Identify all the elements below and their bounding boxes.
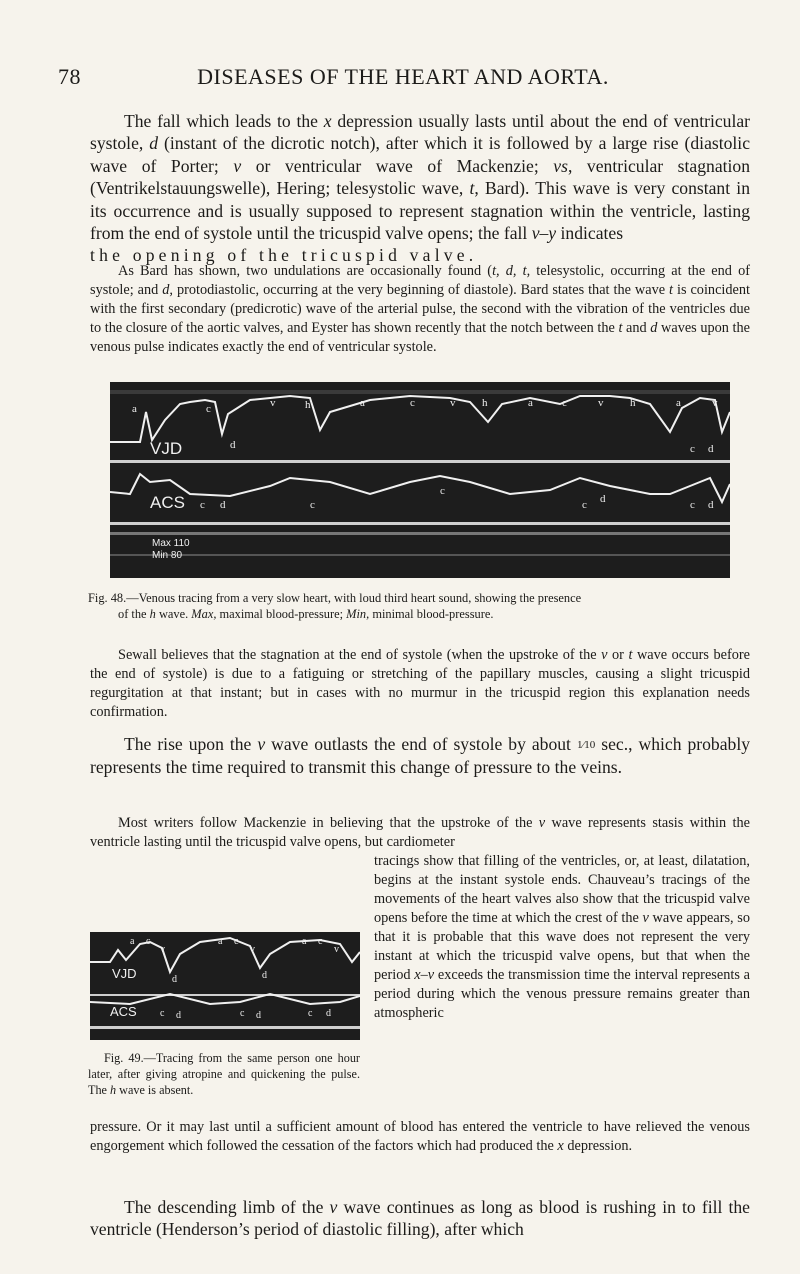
fig48-label-a2: a [360, 397, 365, 409]
paragraph-5-wrapped-column: tracings show that filling of the ventricles, or, at least, dilatation, begins at the instant systole ends. Chauveau’s tracings of the movements of the heart valves also show that the tricuspid valve opens before the time at which the crest of the v wave appears, so that it is probable that this wave does not represent the very instant at which the tricuspid valve opens, but that when the period x–v exceeds the transmission time the interval represents a period during which the venous pressure remains greater than atmospheric [374, 853, 750, 1021]
fig48-label-c3: c [562, 397, 567, 409]
fig49-label-d: d [172, 974, 177, 985]
paragraph-4: The rise upon the v wave outlasts the end of systole by about 1⁄10 sec., which probably represents the time required to transmit this change of pressure to the veins. [90, 734, 751, 778]
fig48-label-a: a [132, 403, 137, 415]
fig48-label-c: c [206, 403, 211, 415]
paragraph-2: As Bard has shown, two undulations are occasionally found (t, d, t, telesystolic, occurring at the end of systole; and d, protodiastolic, occurring at the very beginning of diastole). Bard states that the wave t is coincident with the first secondary (predicrotic) wave of the arterial pulse, the second with the vibration of the ventricles due to the closure of the aortic valves, and Eyster has shown recently that the notch between the t and d waves upon the venous pulse indicates exactly the end of ventricular systole. [90, 263, 751, 355]
fig49-label-v: v [160, 944, 165, 955]
fig48-acs-c2: c [310, 499, 315, 511]
fig48-label-h2: h [482, 397, 488, 409]
fig49-acs-d: d [176, 1010, 181, 1021]
fig49-label-v2: v [250, 944, 255, 955]
fig48-label-c2: c [410, 397, 415, 409]
fig49-label-a2: a [218, 936, 223, 947]
fig48-label-v2: v [450, 397, 456, 409]
fig48-label-d: d [230, 439, 236, 451]
fig49-label-c3: c [318, 936, 323, 947]
paragraph-1: The fall which leads to the x depression usually lasts until about the end of ventricular systole, d (instant of the dicrotic notch), after which it is followed by a large rise (diastolic wave of Porter; v or ventricular wave of Mackenzie; vs, ventricular stagnation (Ventrikelstauungswelle), Hering; telesystolic wave, t, Bard). This wave is very constant in its occurrence and is usually supposed to represent stagnation within the ventricle, lasting from the end of systole until the tricuspid valve opens; the fall v–y indicates the opening of the tricuspid valve. [90, 111, 751, 266]
fig49-vjd-label: VJD [112, 966, 137, 981]
fig48-label-v4: v [712, 397, 718, 409]
fig49-acs-c2: c [240, 1008, 245, 1019]
running-title: DISEASES OF THE HEART AND AORTA. [197, 64, 609, 89]
paragraph-6: The descending limb of the v wave continues as long as blood is rushing in to fill the ventricle (Henderson’s period of diastolic filling), after which [90, 1197, 750, 1240]
fig48-acs-c5: c [690, 499, 695, 511]
fig48-label-d2: d [708, 443, 714, 455]
figure-48-tracing [110, 382, 730, 578]
fig49-label-v3: v [334, 944, 339, 955]
fig48-acs-label: ACS [150, 493, 185, 512]
fig48-acs-d4: d [708, 499, 714, 511]
fig48-label-h: h [305, 399, 311, 411]
figure-49-caption: Fig. 49.—Tracing from the same person one hour later, after giving atropine and quickening the pulse. The h wave is absent. [88, 1051, 360, 1097]
fig49-label-a3: a [302, 936, 307, 947]
paragraph-5-full-width: Most writers follow Mackenzie in believing that the upstroke of the v wave represents stasis within the ventricle lasting until the tricuspid valve opens, but cardiometer [90, 815, 750, 850]
fig48-acs-d: d [220, 499, 226, 511]
fig48-label-v: v [270, 397, 276, 409]
fig48-vjd-label: VJD [150, 439, 183, 458]
fig48-label-a4: a [676, 397, 681, 409]
fig48-acs-c3: c [440, 485, 445, 497]
paragraph-5-tail: pressure. Or it may last until a sufficient amount of blood has entered the ventricle to have relieved the venous engorgement which followed the cessation of the factors which had produced the x depression. [90, 1119, 750, 1154]
fig48-label-a3: a [528, 397, 533, 409]
fig49-acs-d3: d [326, 1008, 331, 1019]
fig48-max-label: Max 110 [152, 538, 190, 549]
fig48-acs-c4: c [582, 499, 587, 511]
fig48-label-c4: c [690, 443, 695, 455]
fig48-min-label: Min 80 [152, 550, 183, 561]
fig48-acs-d3: d [600, 493, 606, 505]
figure-49-tracing [90, 932, 360, 1040]
fig49-acs-c3: c [308, 1008, 313, 1019]
fig48-label-h3: h [630, 397, 636, 409]
fig49-label-d2: d [262, 970, 267, 981]
fig49-acs-d2: d [256, 1010, 261, 1021]
page-header [58, 64, 748, 94]
fig49-label-c2: c [234, 936, 239, 947]
fig49-acs-label: ACS [110, 1004, 137, 1019]
fig48-label-v3: v [598, 397, 604, 409]
fig49-label-c: c [146, 936, 151, 947]
fig48-acs-c: c [200, 499, 205, 511]
fraction-one-tenth: 1⁄10 [576, 739, 596, 751]
spaced-sentence: the opening of the tricuspid valve. [90, 245, 478, 266]
paragraph-3: Sewall believes that the stagnation at the end of systole (when the upstroke of the v or t wave occurs before the end of systole) is due to a fatiguing or stretching of the papillary muscles, causing a slight tricuspid regurgitation at that instant; but in cases with no murmur in the tricuspid region this explanation needs confirmation. [90, 647, 750, 720]
figure-48-caption: Fig. 48.—Venous tracing from a very slow heart, with loud third heart sound, showing the presence of the h wave. Max, maximal blood-pressure; Min, minimal blood-pressure. [88, 591, 582, 621]
fig49-acs-c: c [160, 1008, 165, 1019]
fig49-label-a: a [130, 936, 135, 947]
page-number: 78 [58, 64, 81, 89]
